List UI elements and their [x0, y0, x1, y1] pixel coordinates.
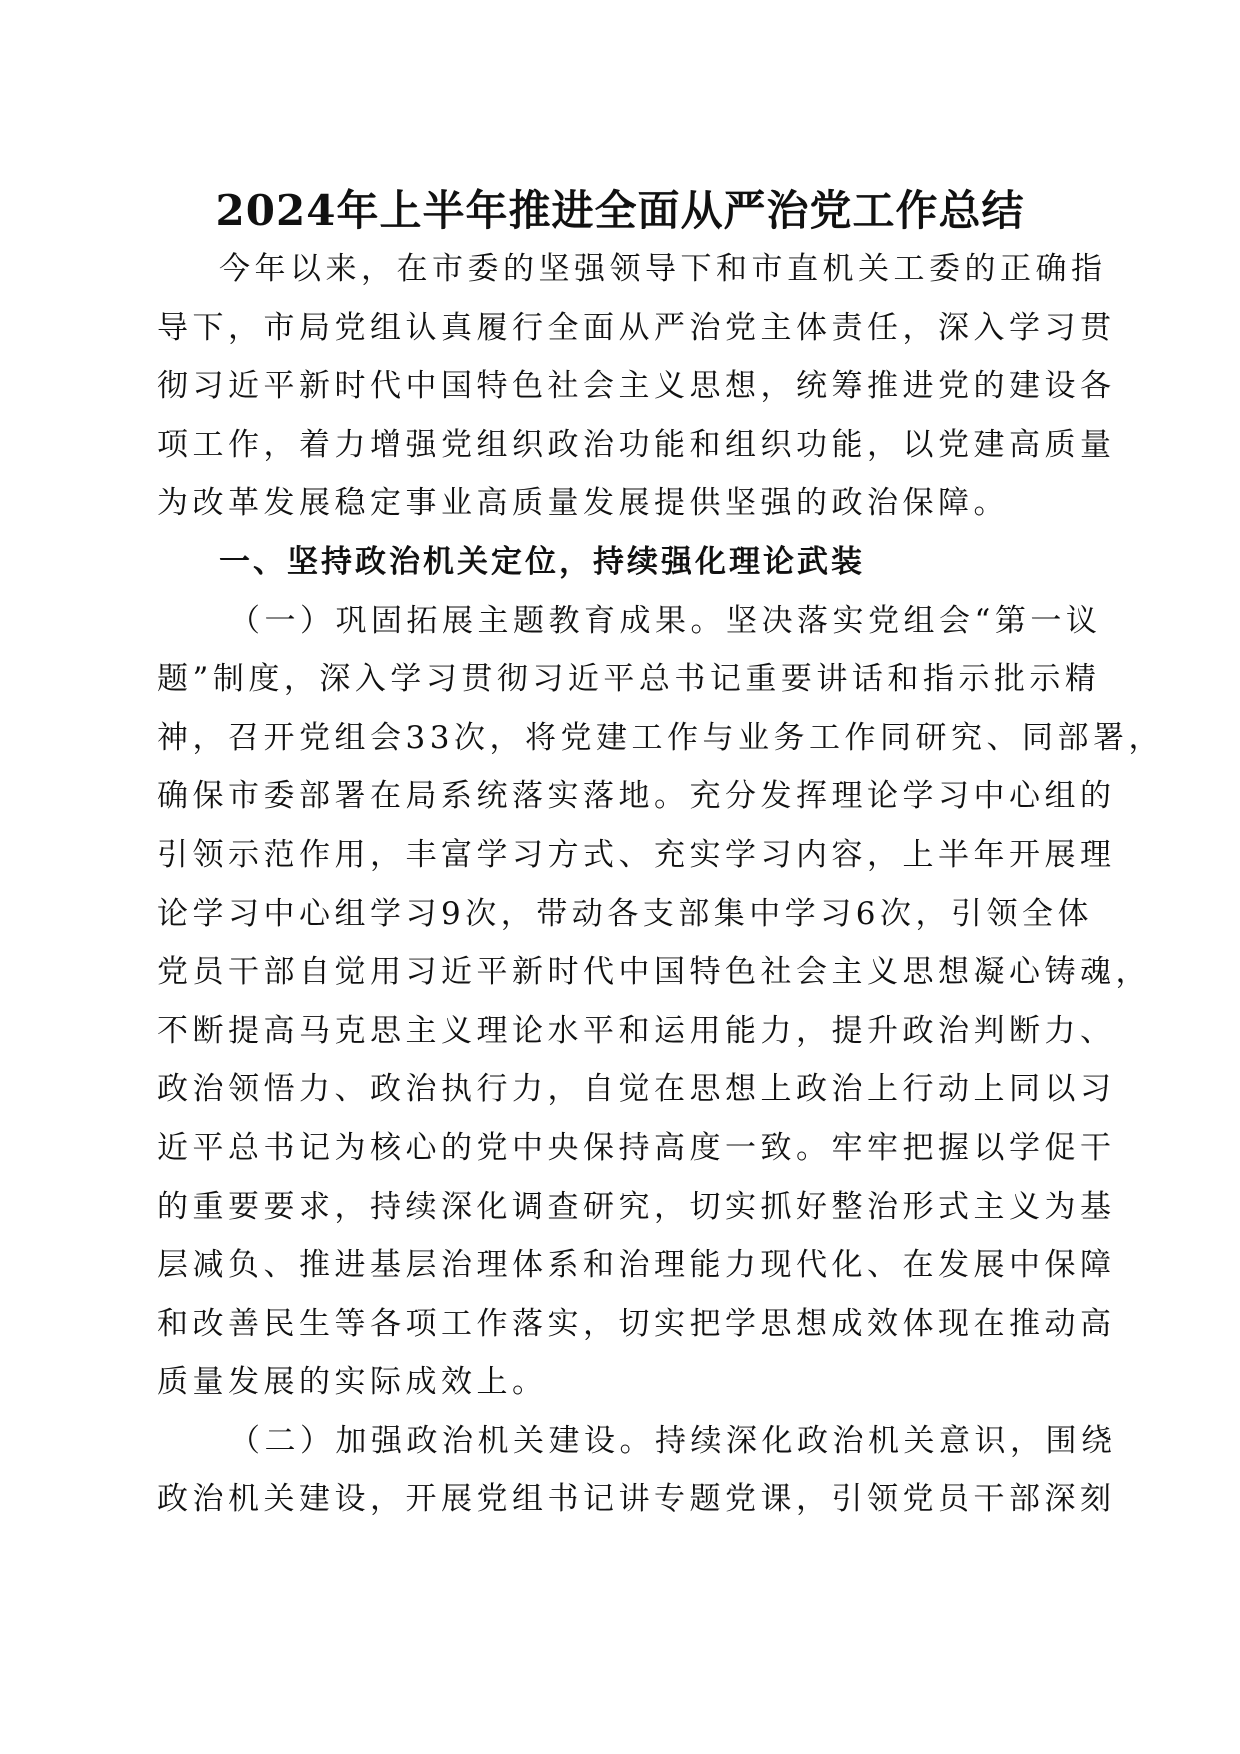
- paragraph-line: 确保市委部署在局系统落实落地。充分发挥理论学习中心组的: [157, 778, 1116, 815]
- paragraph-line: 项工作，着力增强党组织政治功能和组织功能，以党建高质量: [157, 426, 1116, 463]
- paragraph-line: 不断提高马克思主义理论水平和运用能力，提升政治判断力、: [157, 1012, 1116, 1049]
- paragraph-line: 引领示范作用，丰富学习方式、充实学习内容，上半年开展理: [157, 836, 1116, 873]
- paragraph-line: 神，召开党组会33次，将党建工作与业务工作同研究、同部署，: [157, 719, 1164, 756]
- paragraph-line: 为改革发展稳定事业高质量发展提供坚强的政治保障。: [157, 485, 1009, 522]
- paragraph-line: 和改善民生等各项工作落实，切实把学思想成效体现在推动高: [157, 1305, 1116, 1342]
- paragraph-line: 导下，市局党组认真履行全面从严治党主体责任，深入学习贯: [157, 309, 1116, 346]
- document-body: [157, 240, 1164, 1529]
- paragraph-line: 论学习中心组学习9次，带动各支部集中学习6次，引领全体: [157, 895, 1093, 932]
- paragraph-line: 政治领悟力、政治执行力，自觉在思想上政治上行动上同以习: [157, 1071, 1116, 1108]
- paragraph-line: 今年以来，在市委的坚强领导下和市直机关工委的正确指: [219, 251, 1107, 287]
- section-heading: 一、坚持政治机关定位，持续强化理论武装: [219, 543, 865, 580]
- document-title: 2024年上半年推进全面从严治党工作总结: [215, 186, 1025, 235]
- paragraph-line: 政治机关建设，开展党组书记讲专题党课，引领党员干部深刻: [157, 1481, 1116, 1518]
- paragraph-line: 层减负、推进基层治理体系和治理能力现代化、在发展中保障: [157, 1247, 1116, 1284]
- paragraph-line: 的重要要求，持续深化调查研究，切实抓好整治形式主义为基: [157, 1188, 1116, 1225]
- paragraph-line: 党员干部自觉用习近平新时代中国特色社会主义思想凝心铸魂，: [157, 954, 1151, 991]
- paragraph-line: 题”制度，深入学习贯彻习近平总书记重要讲话和指示批示精: [157, 661, 1101, 698]
- paragraph-line: 质量发展的实际成效上。: [157, 1364, 548, 1401]
- paragraph-line: （二）加强政治机关建设。持续深化政治机关意识，围绕: [229, 1422, 1117, 1459]
- paragraph-line: （一）巩固拓展主题教育成果。坚决落实党组会“第一议: [229, 602, 1102, 639]
- paragraph-line: 近平总书记为核心的党中央保持高度一致。牢牢把握以学促干: [157, 1129, 1116, 1166]
- paragraph-line: 彻习近平新时代中国特色社会主义思想，统筹推进党的建设各: [157, 368, 1116, 405]
